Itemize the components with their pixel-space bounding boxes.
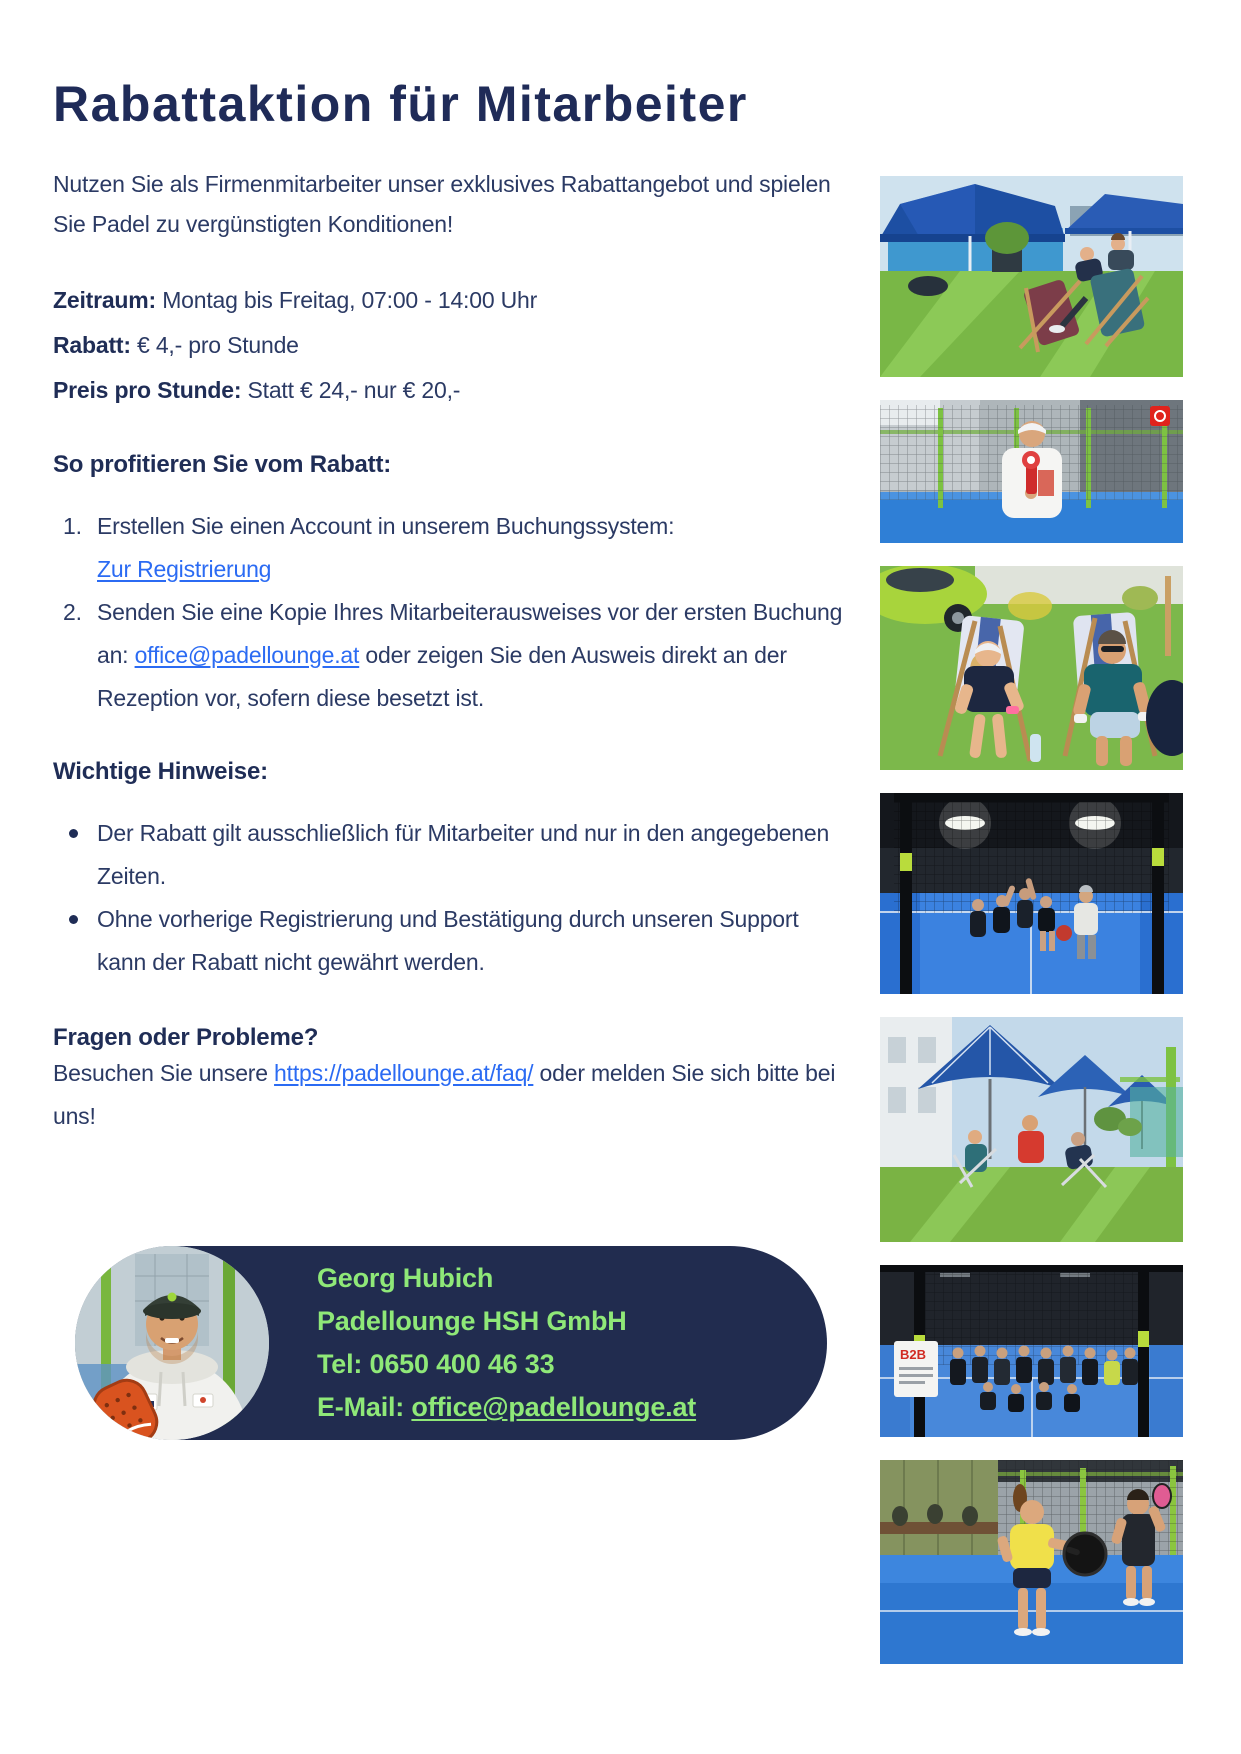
avatar-portrait-graphic bbox=[75, 1246, 269, 1440]
email-link[interactable]: office@padellounge.at bbox=[134, 642, 360, 668]
content-columns bbox=[53, 164, 1241, 1687]
step-item-2 bbox=[97, 591, 843, 720]
steps-list bbox=[53, 505, 843, 720]
fact-value: € 4,- pro Stunde bbox=[137, 332, 299, 358]
contact-avatar bbox=[75, 1246, 269, 1440]
photo-lounge-umbrellas bbox=[880, 176, 1183, 377]
contact-email-row bbox=[317, 1386, 696, 1429]
faq-text-after: oder melden Sie sich bitte bei uns! bbox=[53, 1060, 836, 1129]
contact-email-label: E-Mail: bbox=[317, 1392, 412, 1422]
section-heading-how: So profitieren Sie vom Rabatt: bbox=[53, 451, 392, 478]
photo-indoor-training bbox=[880, 793, 1183, 994]
step-text: Erstellen Sie einen Account in unserem Buchungssystem: bbox=[97, 513, 675, 539]
photo-spectators-umbrellas bbox=[880, 1017, 1183, 1242]
step-text: Senden Sie eine Kopie Ihres Mitarbeiterausweises vor der ersten Buchung an: bbox=[97, 599, 843, 668]
step-text-after: oder zeigen Sie den Ausweis direkt an der Rezeption vor, sofern diese besetzt ist. bbox=[97, 642, 787, 711]
notes-list bbox=[53, 812, 843, 984]
intro-text: Nutzen Sie als Firmenmitarbeiter unser exklusives Rabattangebot und spielen Sie Padel zu vergünstigten Konditionen! bbox=[53, 171, 831, 237]
section-heading-notes: Wichtige Hinweise: bbox=[53, 758, 268, 785]
section-heading-faq: Fragen oder Probleme? bbox=[53, 1024, 319, 1051]
photo-column bbox=[880, 164, 1183, 1687]
facts-block bbox=[53, 278, 843, 413]
contact-card bbox=[75, 1246, 827, 1440]
text-column bbox=[53, 164, 843, 1687]
photo-indoor-match bbox=[880, 1460, 1183, 1664]
photo-sign-text: B2B bbox=[900, 1347, 927, 1362]
faq-text: Besuchen Sie unsere bbox=[53, 1060, 275, 1086]
registration-link[interactable]: Zur Registrierung bbox=[97, 556, 272, 582]
photo-deckchair-players bbox=[880, 566, 1183, 770]
contact-name: Georg Hubich bbox=[317, 1263, 494, 1293]
photo-team-group bbox=[880, 1265, 1183, 1437]
fact-label: Zeitraum: bbox=[53, 287, 156, 313]
contact-phone: Tel: 0650 400 46 33 bbox=[317, 1349, 555, 1379]
contact-text-block bbox=[317, 1257, 696, 1429]
contact-company: Padellounge HSH GmbH bbox=[317, 1306, 627, 1336]
fact-value: Statt € 24,- nur € 20,- bbox=[247, 377, 461, 403]
fact-row-rabatt bbox=[53, 323, 843, 368]
note-item: Ohne vorherige Registrierung und Bestätigung durch unseren Support kann der Rabatt nicht gewährt werden. bbox=[97, 898, 843, 984]
fact-label: Rabatt: bbox=[53, 332, 131, 358]
contact-email-link[interactable]: office@padellounge.at bbox=[411, 1392, 697, 1422]
fact-row-preis bbox=[53, 368, 843, 413]
step-item-1 bbox=[97, 505, 843, 591]
faq-paragraph bbox=[53, 1052, 843, 1138]
page-title: Rabattaktion für Mitarbeiter bbox=[53, 76, 748, 132]
fact-row-zeitraum bbox=[53, 278, 843, 323]
fact-label: Preis pro Stunde: bbox=[53, 377, 242, 403]
note-item: Der Rabatt gilt ausschließlich für Mitarbeiter und nur in den angegebenen Zeiten. bbox=[97, 812, 843, 898]
faq-link[interactable]: https://padellounge.at/faq/ bbox=[274, 1060, 534, 1086]
fact-value: Montag bis Freitag, 07:00 - 14:00 Uhr bbox=[162, 287, 538, 313]
photo-interview bbox=[880, 400, 1183, 543]
